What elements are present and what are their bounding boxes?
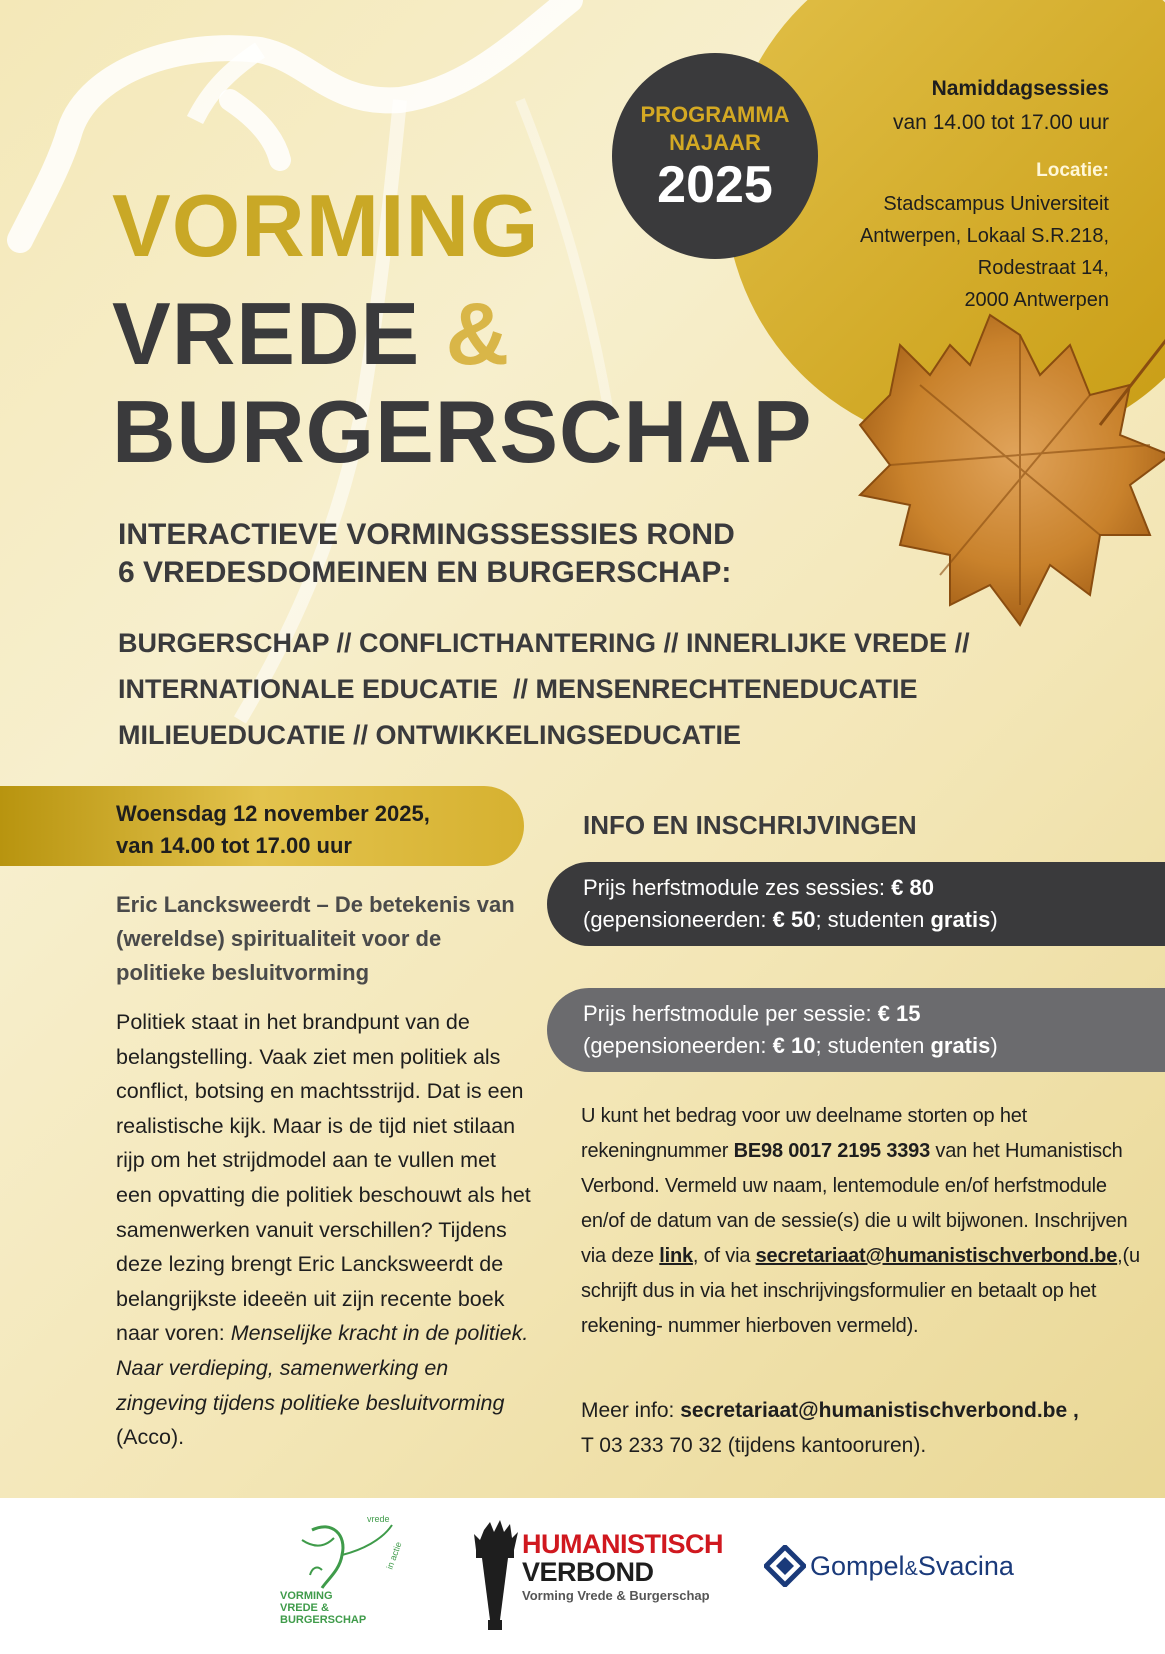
badge-year: 2025 bbox=[657, 156, 773, 214]
talk-description bbox=[116, 1005, 536, 1455]
title-vrede-word: VREDE bbox=[112, 284, 421, 383]
logo2-line2: VERBOND bbox=[522, 1557, 654, 1587]
title-ampersand: & bbox=[445, 284, 511, 383]
logo2-line3: Vorming Vrede & Burgerschap bbox=[522, 1588, 710, 1603]
logo-vorming-vrede bbox=[272, 1510, 432, 1640]
session-label: Namiddagsessies bbox=[931, 77, 1109, 100]
logo3-amp: & bbox=[904, 1558, 918, 1580]
domains-line: INTERNATIONALE EDUCATIE // MENSENRECHTENEDUCATIE bbox=[118, 674, 918, 704]
talk-title: Eric Lancksweerdt – De betekenis van (wereldse) spiritualiteit voor de politieke besluitvorming bbox=[116, 892, 515, 985]
price2-students-label: ; studenten bbox=[815, 1033, 925, 1058]
logo1-line: BURGERSCHAP bbox=[280, 1614, 367, 1626]
logo1-arc-vrede: vrede bbox=[367, 1514, 390, 1524]
domains-list bbox=[118, 620, 970, 758]
price2-value: € 15 bbox=[877, 1001, 921, 1026]
session-time: van 14.00 tot 17.00 uur bbox=[893, 111, 1109, 134]
price1-value: € 80 bbox=[891, 875, 934, 900]
price2-pensioners-value: € 10 bbox=[772, 1033, 816, 1058]
dove-icon bbox=[272, 1510, 432, 1590]
location-label: Locatie: bbox=[1036, 160, 1109, 181]
price1-students-value: gratis bbox=[930, 907, 991, 932]
price-per-session: Prijs herfstmodule per sessie: € 15 (gepensioneerden: € 10; studenten gratis) bbox=[547, 988, 1165, 1072]
event-time: van 14.00 tot 17.00 uur bbox=[116, 833, 352, 858]
contact-phone: T 03 233 70 32 (tijdens kantooruren). bbox=[581, 1434, 927, 1457]
book-title: Menselijke kracht in de politiek. Naar verdieping, samenwerking en zingeving tijdens politieke besluitvorming bbox=[116, 1321, 529, 1415]
title-vorming: VORMING bbox=[112, 176, 540, 275]
contact-email-link[interactable]: secretariaat@humanistischverbond.be , bbox=[680, 1399, 1079, 1422]
registration-link[interactable]: link bbox=[659, 1245, 693, 1267]
price-full-module: Prijs herfstmodule zes sessies: € 80 (gepensioneerden: € 50; studenten gratis) bbox=[547, 862, 1165, 946]
event-date: Woensdag 12 november 2025, bbox=[116, 801, 430, 826]
logo-humanistisch-verbond bbox=[470, 1520, 723, 1640]
location-line: Antwerpen, Lokaal S.R.218, bbox=[859, 225, 1109, 247]
iban: BE98 0017 2195 3393 bbox=[733, 1140, 931, 1162]
price1-pensioners-label: (gepensioneerden: bbox=[583, 907, 767, 932]
location-line: 2000 Antwerpen bbox=[964, 289, 1109, 311]
price2-students-value: gratis bbox=[930, 1033, 991, 1058]
payment-info bbox=[581, 1099, 1141, 1344]
more-info-label: Meer info: bbox=[581, 1399, 675, 1422]
logo3-part2: Svacina bbox=[917, 1551, 1014, 1581]
title-vrede bbox=[112, 284, 511, 383]
torch-icon bbox=[470, 1520, 522, 1640]
subheading-line: 6 VREDESDOMEINEN EN BURGERSCHAP: bbox=[118, 556, 732, 589]
domains-line: MILIEUEDUCATIE // ONTWIKKELINGSEDUCATIE bbox=[118, 720, 741, 750]
pay-mid: van het Humanistisch Verbond. Vermeld uw naam, lentemodule en/of herfstmodule en/of de datum van de sessie(s) die u wilt bijwonen. Inschrijven via deze bbox=[581, 1140, 1128, 1267]
logo1-line: VREDE & bbox=[280, 1602, 329, 1614]
price2-label: Prijs herfstmodule per sessie: bbox=[583, 1001, 872, 1026]
book-publisher: (Acco). bbox=[116, 1425, 185, 1450]
pay-end: ,(u schrijft dus in via het inschrijvingsformulier en betaalt op het rekening- nummer hierboven vermeld). bbox=[581, 1245, 1140, 1337]
location-line: Stadscampus Universiteit bbox=[883, 193, 1109, 215]
subheading-line: INTERACTIEVE VORMINGSSESSIES ROND bbox=[118, 518, 735, 551]
talk-body-text: Politiek staat in het brandpunt van de belangstelling. Vaak ziet men politiek als conflict, botsing en machtsstrijd. Dat is een realistische kijk. Maar is de tijd niet stilaan rijp om het strijdmodel aan te vullen met een opvatting die politiek beschouwt als het samenwerken vanuit verschillen? Tijdens deze lezing brengt Eric Lancksweerdt de belangrijkste ideeën uit zijn recente boek naar voren: bbox=[116, 1010, 531, 1346]
session-info bbox=[809, 72, 1109, 316]
badge-program: PROGRAMMA bbox=[640, 102, 790, 127]
pay-or: , of via bbox=[692, 1245, 751, 1267]
info-heading: INFO EN INSCHRIJVINGEN bbox=[583, 810, 917, 840]
event-date-banner bbox=[0, 786, 524, 866]
badge-season: NAJAAR bbox=[669, 130, 761, 155]
price1-pensioners-value: € 50 bbox=[772, 907, 816, 932]
title-burgerschap: BURGERSCHAP bbox=[112, 382, 813, 481]
logo1-arc-in-actie: in actie bbox=[384, 1540, 404, 1571]
subheading bbox=[118, 516, 735, 592]
price2-pensioners-label: (gepensioneerden: bbox=[583, 1033, 767, 1058]
domains-line: BURGERSCHAP // CONFLICTHANTERING // INNERLIJKE VREDE // bbox=[118, 628, 970, 658]
pay-intro: U kunt het bedrag voor uw deelname storten op het rekeningnummer bbox=[581, 1105, 1028, 1162]
registration-email-link[interactable]: secretariaat@humanistischverbond.be bbox=[755, 1245, 1118, 1267]
location-line: Rodestraat 14, bbox=[977, 257, 1109, 279]
contact-info bbox=[581, 1393, 1079, 1463]
logo2-line1: HUMANISTISCH bbox=[522, 1529, 723, 1559]
price1-label: Prijs herfstmodule zes sessies: bbox=[583, 875, 885, 900]
program-badge bbox=[612, 53, 818, 259]
price1-students-label: ; studenten bbox=[815, 907, 925, 932]
logo1-line: VORMING bbox=[280, 1590, 333, 1602]
logo3-part1: Gompel bbox=[810, 1551, 905, 1581]
logo-gompel-svacina bbox=[764, 1545, 1024, 1595]
diamond-icon bbox=[764, 1545, 806, 1587]
